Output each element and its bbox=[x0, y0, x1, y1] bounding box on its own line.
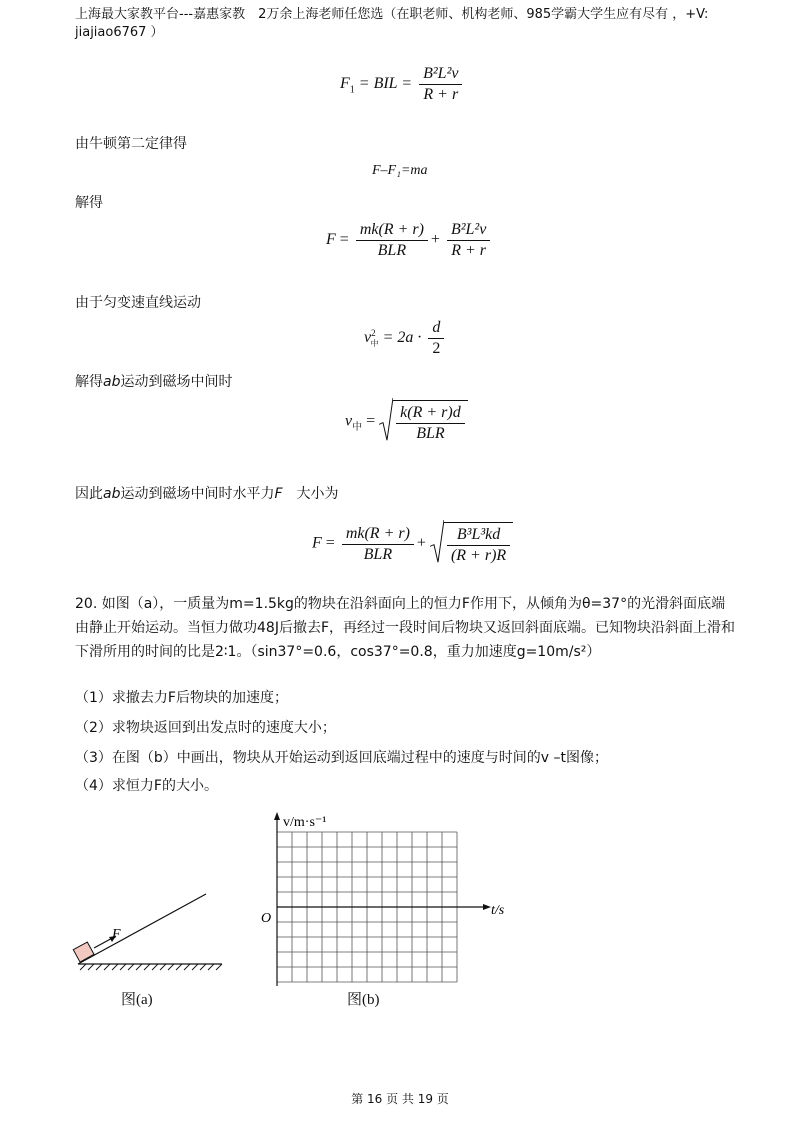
question-3: （3）在图（b）中画出，物块从开始运动到返回底端过程中的速度与时间的v –t图像； bbox=[75, 750, 609, 766]
equation-ampere-force: $F_1$ = BIL = $\frac{\text{B²L²v}}{R + r}$ bbox=[340, 64, 465, 105]
problem-stem: 20. 如图（a），一质量为m=1.5kg的物块在沿斜面向上的恒力F作用下，从倾角为θ=37°的光滑斜面底端由静止开始运动。当恒力做功48J后撤去F，再经过一段时间后物块又返回斜面底端。已知物块沿斜面上滑和下滑所用的时间的比是2∶1。（sin37°=0.6，cos37°=0.8，重力加速度g=10m/s²） bbox=[75, 596, 735, 660]
force-label: F bbox=[112, 927, 121, 942]
equation-kinematics: $v^2_中 = 2a$ · $\frac{d}{2}$ bbox=[364, 318, 447, 359]
equation-final-force: F = $\frac{mk(R + r)}{\text{BLR}}$ + $\frac{\text{B³L³kd}}{(R + r)R}$ bbox=[312, 522, 513, 566]
figure-b-caption: 图(b) bbox=[347, 992, 380, 1008]
x-axis-label: t/s bbox=[491, 903, 505, 918]
figure-b-vt-grid bbox=[255, 810, 515, 990]
figure-a-incline bbox=[70, 890, 230, 980]
origin-label: O bbox=[261, 911, 272, 926]
text-horizontal-force: 因此ab运动到磁场中间时水平力F 大小为 bbox=[75, 486, 339, 502]
equation-velocity-middle: $v_中$ = $\frac{k(R + r)d}{\text{BLR}}$ bbox=[345, 400, 468, 444]
figure-a-caption: 图(a) bbox=[121, 992, 153, 1008]
text-solve: 解得 bbox=[75, 195, 103, 211]
y-axis-label: v/m·s⁻¹ bbox=[283, 815, 327, 830]
question-2: （2）求物块返回到出发点时的速度大小； bbox=[75, 720, 336, 736]
text-ab-middle: 解得ab运动到磁场中间时 bbox=[75, 374, 233, 390]
equation-newton: F–F₁=ma bbox=[372, 163, 428, 178]
question-4: （4）求恒力F的大小。 bbox=[75, 778, 218, 794]
page-header: 上海最大家教平台---嘉惠家教 2万余上海老师任您选（在职老师、机构老师、985学霸大学生应有尽有 ，+V: jiajiao6767 ） bbox=[75, 7, 709, 40]
text-uniform-motion: 由于匀变速直线运动 bbox=[75, 295, 201, 311]
equation-force-expression: F = $\frac{mk(R + r)}{\text{BLR}}$ + $\frac{\text{B²L²v}}{R + r}$ bbox=[326, 220, 493, 261]
ground-hatch bbox=[80, 964, 222, 970]
text-newton-law: 由牛顿第二定律得 bbox=[75, 136, 187, 152]
question-1: （1）求撤去力F后物块的加速度； bbox=[75, 690, 288, 706]
page-footer: 第 16 页 共 19 页 bbox=[351, 1092, 449, 1106]
incline-line bbox=[78, 894, 206, 964]
block bbox=[73, 942, 94, 962]
